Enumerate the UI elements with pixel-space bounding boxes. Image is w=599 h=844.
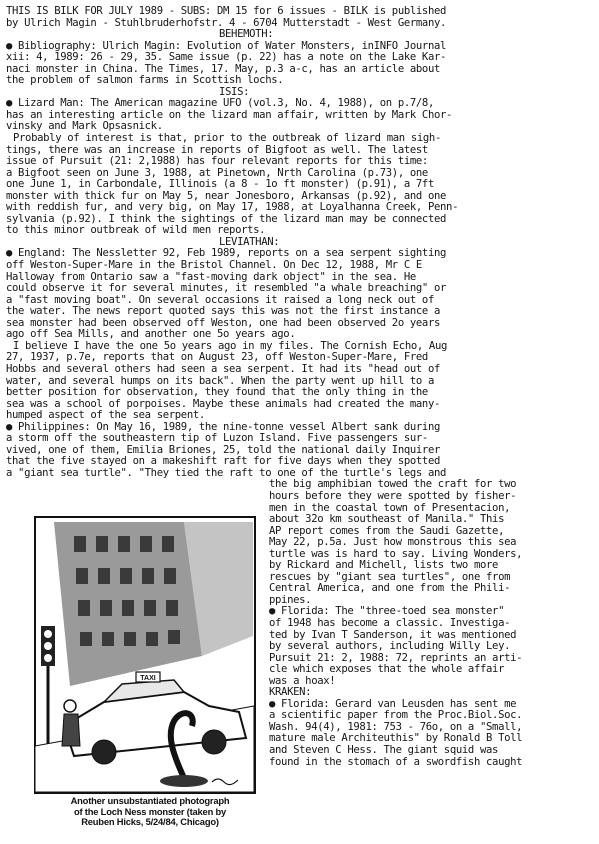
text-line: and Steven C Hess. The giant squid was	[269, 745, 499, 756]
text-line: better position for observation, they found that the only thing in the	[6, 387, 428, 399]
text-line: by Ulrich Magin - Stuhlbruderhofstr. 4 - 6704 Mutterstadt - West Germany.	[6, 17, 447, 29]
text-line: tings, there was an increase in reports of Bigfoot as well. The latest	[6, 144, 428, 156]
text-line: about 32o km southeast of Manila." This	[269, 514, 505, 526]
text-line: KRAKEN:	[269, 687, 312, 699]
text-line: one June 1, in Carbondale, Illinois (a 8 - 1o ft monster) (p.91), a 7ft	[6, 179, 434, 191]
caption-line-2: of the Loch Ness monster (taken by	[73, 805, 227, 817]
text-line: ● England: The Nessletter 92, Feb 1989, reports on a sea serpent sighting	[6, 248, 447, 260]
text-line: the water. The news report quoted says this was not the first instance a	[6, 306, 441, 318]
text-line: the problem of salmon farms in Scottish lochs.	[6, 75, 284, 87]
cartoon-caption	[50, 796, 250, 828]
text-line: THIS IS BILK FOR JULY 1989 - SUBS: DM 15 for 6 issues - BILK is published	[6, 6, 447, 17]
text-line: a Bigfoot seen on June 3, 1988, at Pinetown, Nrth Carolina (p.73), one	[6, 167, 428, 179]
text-line: men in the coastal town of Presentacion,	[269, 502, 511, 514]
text-line: issue of Pursuit (21: 2,1988) has four relevant reports for this time:	[6, 156, 428, 168]
text-line: found in the stomach of a swordfish caught	[269, 756, 523, 768]
text-line: I believe I have the one 5o years ago in my files. The Cornish Echo, Aug	[13, 340, 448, 352]
text-line: the big amphibian towed the craft for two	[269, 479, 517, 491]
text-line: a "fast moving boat". On several occasions it raised a long neck out of	[6, 294, 434, 306]
text-line: xii: 4, 1989: 26 - 29, 35. Same issue (p. 22) has a note on the Lake Kar-	[6, 52, 447, 64]
text-line: turtle was is hard to say. Living Wonders,	[269, 548, 523, 560]
text-line: of 1948 has become a classic. Investiga-	[269, 617, 511, 629]
manhole	[160, 775, 208, 787]
text-line: a "giant sea turtle". "They tied the raft to one of the turtle's legs and	[6, 467, 447, 479]
text-line: off Weston-Super-Mare in the Bristol Channel. On Dec 12, 1988, Mr C E	[6, 260, 422, 272]
text-line: rescues by "giant sea turtles", one from	[269, 571, 511, 583]
text-line: that the five stayed on a makeshift raft for five days when they spotted	[6, 456, 441, 468]
cartoon-illustration	[34, 516, 256, 818]
text-line: hours before they were spotted by fisher-	[269, 490, 517, 502]
text-line: mature male Architeuthis" by Ronald B Toll	[269, 733, 523, 745]
text-line: Halloway from Ontario saw a "fast-moving dark object" in the sea. He	[6, 271, 416, 283]
text-line: a scientific paper from the Proc.Biol.Soc.	[269, 710, 523, 722]
text-line: ● Philippines: On May 16, 1989, the nine-tonne vessel Albert sank during	[6, 421, 441, 433]
text-line: sea monster had been observed off Weston, one had been observed 2o years	[6, 317, 441, 329]
text-line: to this minor outbreak of wild men reports.	[6, 225, 266, 237]
text-line: May 22, p.5a. Just how monstrous this sea	[269, 537, 517, 549]
text-line: was a hoax!	[269, 675, 336, 687]
text-line: vived, one of them, Emilia Briones, 25, told the national daily Inquirer	[6, 444, 441, 456]
text-line: ● Lizard Man: The American magazine UFO (vol.3, No. 4, 1988), on p.7/8,	[6, 98, 434, 110]
caption-line-1: Another unsubstantiated photograph	[70, 795, 230, 806]
text-line: ppines.	[269, 594, 312, 606]
text-line: sea was a school of porpoises. Maybe these animals had created the many-	[6, 398, 441, 410]
text-line: monster with thick fur on May 5, near Jonesboro, Arkansas (p.92), and one	[6, 190, 447, 202]
text-line: LEVIATHAN:	[219, 236, 280, 248]
text-line: by Rickard and Michell, lists two more	[269, 560, 499, 572]
text-line: Wash. 94(4), 1981: 753 - 76o, on a "Small,	[269, 721, 523, 733]
text-line: has an interesting article on the lizard man affair, written by Mark Chor-	[6, 109, 453, 121]
text-line: ● Bibliography: Ulrich Magin: Evolution of Water Monsters, inINFO Journal	[6, 40, 447, 52]
text-line: a storm off the southeastern tip of Luzon Island. Five passengers sur-	[6, 433, 428, 445]
text-line: with reddish fur, and very big, on May 17, 1988, at Loyalhanna Creek, Penn-	[6, 202, 459, 214]
text-line: ISIS:	[219, 86, 250, 98]
cartoon-figure	[34, 516, 256, 818]
text-line: could observe it for several minutes, it resembled "a whale breaching" or	[6, 283, 447, 295]
text-line: water, and several humps on its back". When the party went up hill to a	[6, 375, 434, 387]
text-line: vinsky and Mark Opsasnick.	[6, 121, 163, 133]
text-line: Probably of interest is that, prior to the outbreak of lizard man sigh-	[13, 133, 441, 145]
text-line: naci monster in China. The Times, 17. May, p.3 a-c, has an article about	[6, 63, 441, 75]
text-line: Hobbs and several others had seen a sea serpent. It had its "head out of	[6, 363, 441, 375]
text-line: 27, 1937, p.7e, reports that on August 23, off Weston-Super-Mare, Fred	[6, 352, 428, 364]
text-line: Pursuit 21: 2, 1988: 72, reprints an arti-	[269, 652, 523, 664]
text-line: Central America, and one from the Phili-	[269, 583, 511, 595]
text-line: by several authors, including Willy Ley.	[269, 641, 511, 653]
caption-line-3: Reuben Hicks, 5/24/84, Chicago)	[81, 816, 219, 828]
text-line: humped aspect of the sea serpent.	[6, 410, 205, 422]
text-line: AP report comes from the Saudi Gazette,	[269, 525, 505, 537]
text-line: ted by Ivan T Sanderson, it was mentioned	[269, 629, 517, 641]
text-line: cle which exposes that the whole affair	[269, 664, 505, 676]
text-line: ● Florida: The "three-toed sea monster"	[269, 606, 505, 618]
text-line: BEHEMOTH:	[219, 29, 274, 41]
text-line: ago off Sea Mills, and another one 5o years ago.	[6, 329, 296, 341]
text-line: sylvania (p.92). I think the sightings of the lizard man may be connected	[6, 213, 447, 225]
taxi-sign-text: TAXI	[140, 675, 156, 682]
text-line: ● Florida: Gerard van Leusden has sent me	[269, 698, 517, 710]
